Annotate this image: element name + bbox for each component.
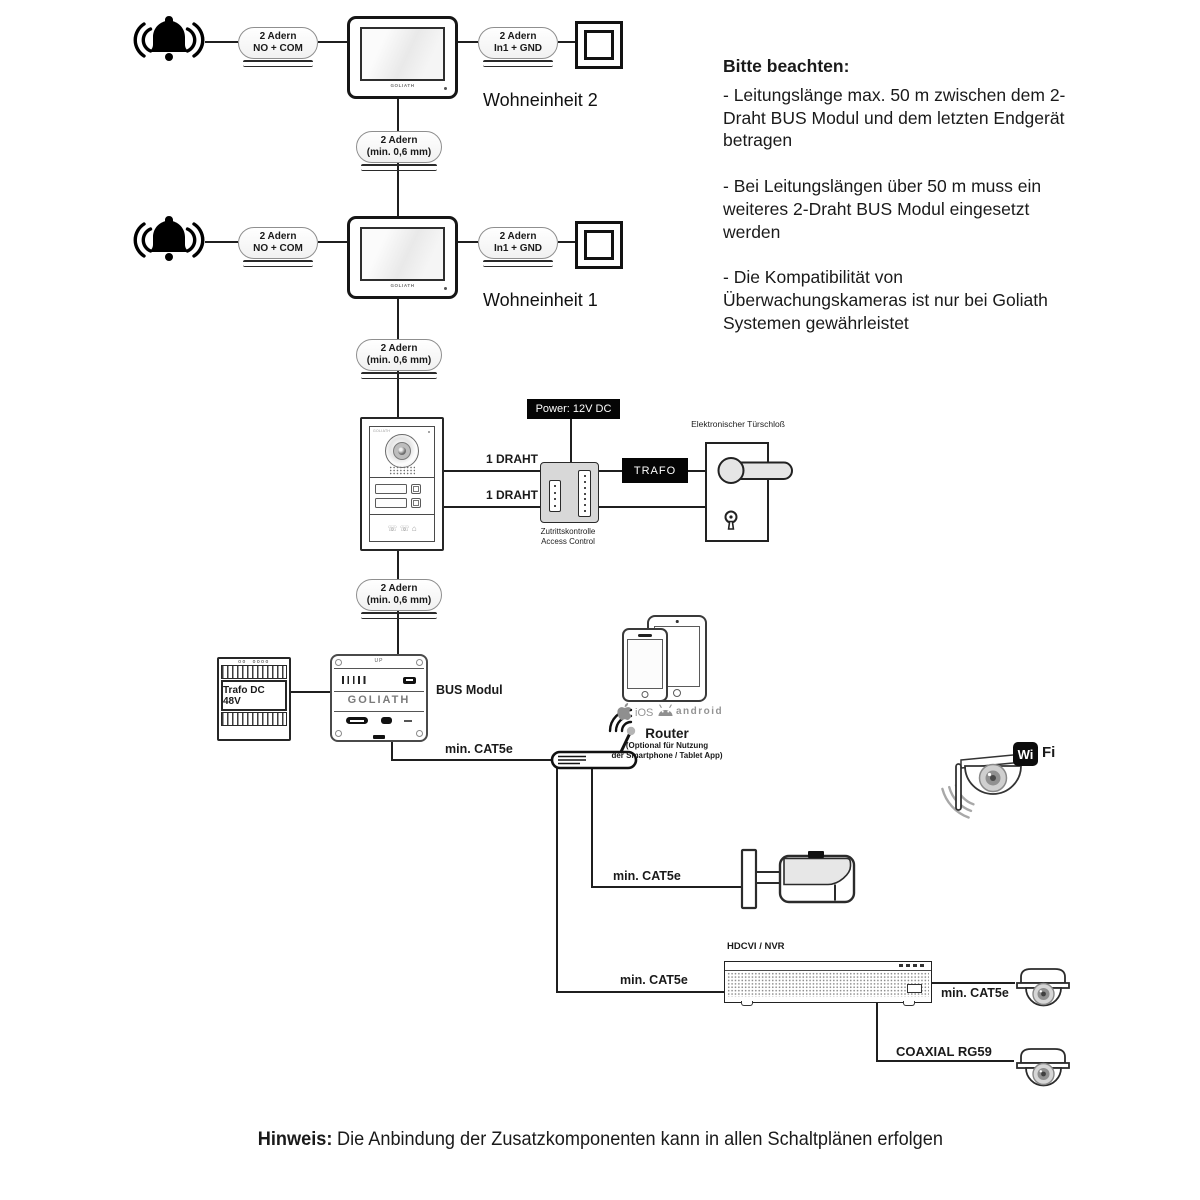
pill-line2: NO + COM [253,43,303,54]
wire-draht-bottom [440,506,540,508]
goliath-logo: GOLIATH [390,283,415,288]
bus-modul [330,654,428,742]
access-label-en: Access Control [541,537,595,546]
pill-line1: 2 Adern [499,30,537,42]
cable-pill-input [478,27,558,67]
nvr-led [899,964,903,967]
doorbell-icon [133,10,205,70]
notice-item: - Leitungslänge max. 50 m zwischen dem 2-Draht BUS Modul und dem letzten Endgerät betragen [723,84,1066,151]
draht-label-bottom: 1 DRAHT [486,488,539,502]
hint-text: Die Anbindung der Zusatzkomponenten kann in allen Schaltplänen erfolgen [336,1128,943,1150]
nvr-foot [903,1001,915,1006]
phone-speaker [638,634,652,637]
ios-label: iOS [635,707,654,719]
notice-block [723,55,1068,358]
wifi-fi-label: Fi [1042,744,1056,761]
nvr-led [920,964,924,967]
access-label-de: Zutrittskontrolle [540,527,596,536]
terminal-dots: oo oooo [238,659,270,665]
terminal-pins [342,676,366,684]
screw-hole-icon [416,730,423,737]
wifi-wi-badge: Wi [1013,742,1038,766]
notice-title: Bitte beachten: [723,56,850,76]
indoor-monitor [347,16,458,99]
call-button [411,498,421,508]
pill-line2: (min. 0,6 mm) [366,355,432,366]
speaker-grille [389,466,415,475]
apple-icon [617,702,632,721]
access-control-label [527,527,609,547]
wire-trafo48-busmodul [287,691,330,693]
door-station [360,417,444,551]
terminal-row-bottom [221,712,287,726]
monitor-screen [360,27,445,81]
smartphone-icon [622,628,668,702]
nvr-led [913,964,917,967]
wire-router-nvr [556,991,724,993]
wire-router-bulletcam-vertical [591,768,593,888]
nvr-led [906,964,910,967]
status-led [428,431,430,433]
router-sub1: (Optional für Nutzung [625,741,709,750]
router-sub2: der Smartphone / Tablet App) [611,751,723,761]
tablet-camera-dot [676,620,679,623]
dome-camera-icon [1013,965,1073,1011]
power-label-box: Power: 12V DC [527,399,620,419]
touch-icons: ☏ ☏ ⌂ [387,523,417,533]
goliath-logo: GOLIATH [390,83,415,88]
android-icon [657,704,674,717]
pill-line1: 2 Adern [380,342,418,354]
pill-line2: NO + COM [253,243,303,254]
trafo-dc48v [217,657,291,741]
connector-icon [381,717,392,724]
pill-line1: 2 Adern [259,30,297,42]
power-led [444,87,447,90]
notice-item: - Die Kompatibilität von Überwachungskameras ist nur bei Goliath Systemen gewährleistet [723,267,1048,333]
android-label: android [676,706,724,717]
trafo-box: TRAFO [622,458,688,483]
name-plate [375,484,407,494]
nvr-label: HDCVI / NVR [727,941,785,952]
wire-pill-monitor1 [318,241,347,243]
cat5e-label: min. CAT5e [941,986,1009,1000]
nvr-top-strip [725,962,931,971]
bullet-camera-icon [736,844,866,916]
doorbell-icon [133,210,205,270]
door-lock-icon [700,440,796,545]
pill-line2: In1 + GND [493,243,543,254]
wire-bell1-pill [205,241,238,243]
port-icon [404,720,412,722]
wire-power-access [570,419,572,462]
pill-line1: 2 Adern [259,230,297,242]
pill-line1: 2 Adern [380,582,418,594]
nvr-foot [741,1001,753,1006]
home-button [673,689,681,697]
unit-label: Wohneinheit 1 [483,290,598,310]
cable-pill-relay [238,27,318,67]
notice-item: - Bei Leitungslängen über 50 m muss ein weiteres 2-Draht BUS Modul eingesetzt werden [723,176,1042,242]
nvr-button [907,984,922,993]
cat5e-label: min. CAT5e [613,869,681,883]
wire-nvr-down [876,1001,878,1062]
terminal-strip [549,480,561,512]
pill-line1: 2 Adern [499,230,537,242]
wire-access-lock [597,506,706,508]
dome-camera-icon [1013,1045,1073,1091]
screw-hole-icon [335,730,342,737]
cable-pill-bus [356,339,442,379]
wire-router-bulletcam [591,886,744,888]
access-control-module [540,462,599,523]
bottom-hint [0,1128,1200,1151]
pill-line2: (min. 0,6 mm) [366,595,432,606]
terminal-row-top [221,665,287,679]
terminal-strip [578,470,591,517]
cat5e-label: min. CAT5e [445,742,513,756]
router-label-block [600,726,734,762]
wire-pill-button2 [558,41,575,43]
home-button [642,691,649,698]
goliath-logo: GOLIATH [373,429,391,433]
wire-busmodul-router [391,759,552,761]
exit-button-icon [575,21,623,69]
door-lock-label: Elektronischer Türschloß [691,419,785,429]
wire-router-nvr-vertical [556,768,558,993]
monitor-screen [360,227,445,281]
name-plate [375,498,407,508]
pill-line2: (min. 0,6 mm) [366,147,432,158]
pill-line2: In1 + GND [493,43,543,54]
cable-pill-relay [238,227,318,267]
cat5e-label: min. CAT5e [620,973,688,987]
connector-icon [346,717,368,724]
cable-pill-input [478,227,558,267]
door-camera-icon [385,434,419,468]
connector-icon [403,677,416,684]
hint-lead: Hinweis: [257,1128,332,1150]
up-marking: UP [374,658,384,664]
wire-access-trafo [597,470,622,472]
call-button [411,484,421,494]
trafo48-label: Trafo DC 48V [221,680,287,711]
wire-draht-top [440,470,540,472]
wire-coax-domecam2 [876,1060,1014,1062]
nvr-vent-mesh [727,972,929,997]
nvr-recorder [724,961,932,1003]
indoor-monitor [347,216,458,299]
pill-line1: 2 Adern [380,134,418,146]
wire-nvr-domecam1 [930,982,1015,984]
bus-port [373,735,385,739]
cable-pill-bus [356,579,442,619]
bus-modul-label: BUS Modul [436,683,503,697]
connector-row [334,711,424,729]
terminal-row [334,668,424,692]
goliath-logo: GOLIATH [347,694,411,706]
router-label: Router [645,726,689,741]
phone-screen [627,639,663,689]
unit-label: Wohneinheit 2 [483,90,598,110]
power-led [444,287,447,290]
coaxial-label: COAXIAL RG59 [896,1044,992,1059]
exit-button-icon [575,221,623,269]
wire-pill-monitor2 [318,41,347,43]
draht-label-top: 1 DRAHT [486,452,539,466]
cable-pill-bus [356,131,442,171]
wire-pill-button1 [558,241,575,243]
wire-bell2-pill [205,41,238,43]
